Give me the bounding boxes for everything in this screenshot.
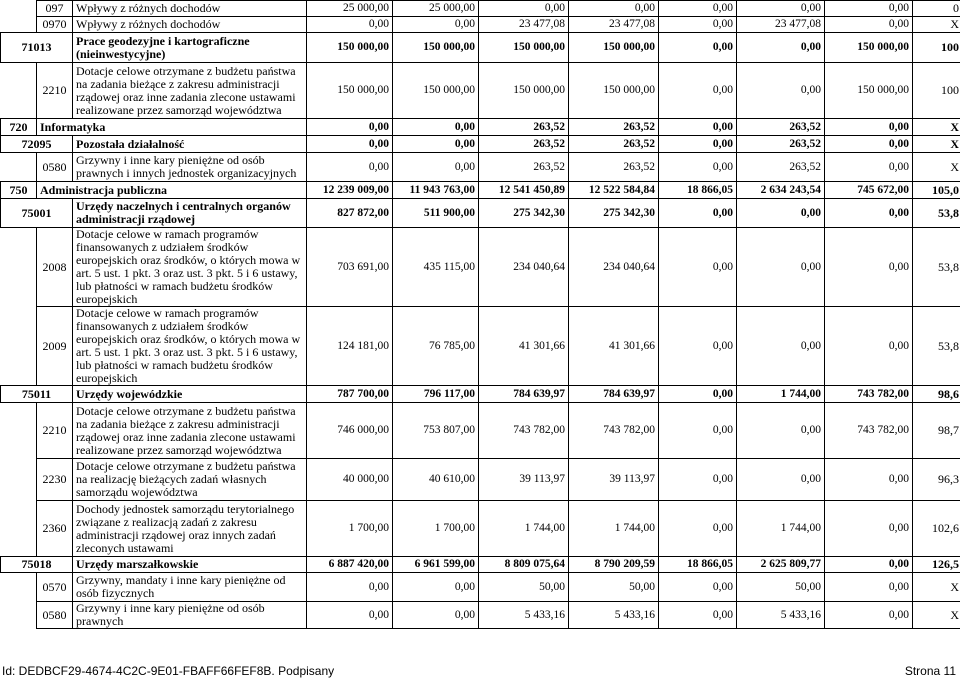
amount-cell: 23 477,08 [569,17,659,33]
table-row [1,386,960,403]
table-row [1,136,960,153]
percent-cell: X [913,602,960,629]
empty-cell [1,1,37,17]
description-cell: Dotacje celowe w ramach programów finansowanych z udziałem środków europejskich oraz środków, o których mowa w art. 5 ust. 1 pkt. 3 oraz ust. 3 pkt. 5 i 6 ustawy, lub płatności w ramach budżetu środków europejskich [73,307,307,386]
amount-cell: 2 634 243,54 [737,182,825,199]
amount-cell: 41 301,66 [479,307,569,386]
amount-cell: 150 000,00 [479,33,569,63]
amount-cell: 0,00 [659,1,737,17]
amount-cell: 0,00 [825,17,913,33]
empty-cell [1,17,37,33]
table-row [1,501,960,557]
amount-cell: 0,00 [393,17,479,33]
amount-cell: 8 790 209,59 [569,557,659,573]
amount-cell: 0,00 [825,602,913,629]
amount-cell: 150 000,00 [393,63,479,119]
amount-cell: 743 782,00 [825,403,913,459]
percent-cell: X [913,17,960,33]
table-row [1,153,960,182]
amount-cell: 0,00 [825,557,913,573]
percent-cell: 100 [913,63,960,119]
amount-cell: 0,00 [393,153,479,182]
chapter-code-cell: 75001 [1,199,73,228]
empty-cell [1,63,37,119]
amount-cell: 263,52 [569,153,659,182]
amount-cell: 124 181,00 [307,307,393,386]
amount-cell: 0,00 [825,501,913,557]
amount-cell: 50,00 [737,573,825,602]
amount-cell: 25 000,00 [307,1,393,17]
description-cell: Prace geodezyjne i kartograficzne (nieinwestycyjne) [73,33,307,63]
amount-cell: 0,00 [659,199,737,228]
amount-cell: 0,00 [479,1,569,17]
description-cell: Urzędy naczelnych i centralnych organów administracji rządowej [73,199,307,228]
amount-cell: 0,00 [659,602,737,629]
amount-cell: 784 639,97 [479,386,569,403]
percent-cell: X [913,119,960,136]
table-row [1,573,960,602]
amount-cell: 263,52 [737,136,825,153]
amount-cell: 0,00 [393,119,479,136]
amount-cell: 150 000,00 [825,33,913,63]
amount-cell: 50,00 [569,573,659,602]
description-cell: Wpływy z różnych dochodów [73,1,307,17]
amount-cell: 0,00 [825,136,913,153]
amount-cell: 18 866,05 [659,182,737,199]
empty-cell [1,403,37,459]
amount-cell: 0,00 [737,403,825,459]
amount-cell: 743 782,00 [825,386,913,403]
amount-cell: 0,00 [659,501,737,557]
amount-cell: 0,00 [737,228,825,307]
amount-cell: 1 744,00 [479,501,569,557]
amount-cell: 0,00 [307,602,393,629]
amount-cell: 6 961 599,00 [393,557,479,573]
percent-cell: X [913,573,960,602]
amount-cell: 753 807,00 [393,403,479,459]
description-cell: Urzędy marszałkowskie [73,557,307,573]
amount-cell: 275 342,30 [569,199,659,228]
amount-cell: 0,00 [659,573,737,602]
amount-cell: 150 000,00 [825,63,913,119]
amount-cell: 0,00 [737,307,825,386]
amount-cell: 40 000,00 [307,459,393,501]
amount-cell: 39 113,97 [479,459,569,501]
amount-cell: 41 301,66 [569,307,659,386]
amount-cell: 0,00 [307,153,393,182]
percent-cell: 0 [913,1,960,17]
amount-cell: 0,00 [393,573,479,602]
amount-cell: 0,00 [307,573,393,602]
amount-cell: 263,52 [479,136,569,153]
percent-cell: 53,8 [913,199,960,228]
description-cell: Dotacje celowe otrzymane z budżetu państwa na zadania bieżące z zakresu administracji rządowej oraz inne zadania zlecone ustawami realizowane przez samorząd województwa [73,63,307,119]
table-row [1,119,960,136]
amount-cell: 0,00 [393,602,479,629]
amount-cell: 50,00 [479,573,569,602]
empty-cell [1,153,37,182]
amount-cell: 0,00 [569,1,659,17]
chapter-code-cell: 71013 [1,33,73,63]
description-cell: Informatyka [37,119,307,136]
table-body [1,1,960,629]
amount-cell: 0,00 [737,199,825,228]
amount-cell: 743 782,00 [479,403,569,459]
amount-cell: 0,00 [307,17,393,33]
amount-cell: 0,00 [825,307,913,386]
paragraph-code-cell: 2360 [37,501,73,557]
amount-cell: 435 115,00 [393,228,479,307]
percent-cell: 53,8 [913,228,960,307]
amount-cell: 0,00 [825,459,913,501]
description-cell: Administracja publiczna [37,182,307,199]
table-row [1,17,960,33]
amount-cell: 0,00 [659,33,737,63]
amount-cell: 827 872,00 [307,199,393,228]
amount-cell: 12 522 584,84 [569,182,659,199]
section-code-cell: 750 [1,182,37,199]
paragraph-code-cell: 0570 [37,573,73,602]
percent-cell: 102,6 [913,501,960,557]
table-row [1,557,960,573]
percent-cell: 53,8 [913,307,960,386]
amount-cell: 0,00 [659,136,737,153]
amount-cell: 0,00 [659,386,737,403]
percent-cell: X [913,136,960,153]
percent-cell: 105,0 [913,182,960,199]
empty-cell [1,307,37,386]
chapter-code-cell: 72095 [1,136,73,153]
table-row [1,199,960,228]
paragraph-code-cell: 0580 [37,153,73,182]
amount-cell: 511 900,00 [393,199,479,228]
amount-cell: 263,52 [569,119,659,136]
amount-cell: 0,00 [659,153,737,182]
amount-cell: 25 000,00 [393,1,479,17]
amount-cell: 2 625 809,77 [737,557,825,573]
percent-cell: 98,7 [913,403,960,459]
percent-cell: 96,3 [913,459,960,501]
amount-cell: 784 639,97 [569,386,659,403]
amount-cell: 743 782,00 [569,403,659,459]
amount-cell: 263,52 [737,119,825,136]
amount-cell: 0,00 [737,33,825,63]
amount-cell: 0,00 [825,1,913,17]
amount-cell: 0,00 [659,119,737,136]
table-row [1,1,960,17]
amount-cell: 39 113,97 [569,459,659,501]
paragraph-code-cell: 2210 [37,63,73,119]
amount-cell: 6 887 420,00 [307,557,393,573]
amount-cell: 275 342,30 [479,199,569,228]
amount-cell: 150 000,00 [393,33,479,63]
empty-cell [1,573,37,602]
amount-cell: 12 541 450,89 [479,182,569,199]
amount-cell: 0,00 [659,63,737,119]
percent-cell: 98,6 [913,386,960,403]
description-cell: Dotacje celowe otrzymane z budżetu państwa na zadania bieżące z zakresu administracji rządowej oraz inne zadania zlecone ustawami realizowane przez samorząd województwa [73,403,307,459]
amount-cell: 0,00 [307,136,393,153]
amount-cell: 5 433,16 [569,602,659,629]
paragraph-code-cell: 2230 [37,459,73,501]
amount-cell: 0,00 [659,459,737,501]
amount-cell: 1 744,00 [737,386,825,403]
amount-cell: 0,00 [825,153,913,182]
empty-cell [1,459,37,501]
amount-cell: 0,00 [825,199,913,228]
amount-cell: 150 000,00 [569,33,659,63]
chapter-code-cell: 75011 [1,386,73,403]
empty-cell [1,228,37,307]
amount-cell: 18 866,05 [659,557,737,573]
amount-cell: 76 785,00 [393,307,479,386]
description-cell: Wpływy z różnych dochodów [73,17,307,33]
amount-cell: 0,00 [393,136,479,153]
table-row [1,182,960,199]
amount-cell: 1 700,00 [393,501,479,557]
amount-cell: 0,00 [659,228,737,307]
amount-cell: 746 000,00 [307,403,393,459]
amount-cell: 150 000,00 [479,63,569,119]
table-row [1,602,960,629]
chapter-code-cell: 75018 [1,557,73,573]
description-cell: Grzywny i inne kary pieniężne od osób prawnych [73,602,307,629]
description-cell: Dochody jednostek samorządu terytorialnego związane z realizacją zadań z zakresu administracji rządowej oraz innych zadań zleconych ustawami [73,501,307,557]
table-row [1,459,960,501]
amount-cell: 23 477,08 [737,17,825,33]
amount-cell: 703 691,00 [307,228,393,307]
description-cell: Dotacje celowe w ramach programów finansowanych z udziałem środków europejskich oraz środków, o których mowa w art. 5 ust. 1 pkt. 3 oraz ust. 3 pkt. 5 i 6 ustawy, lub płatności w ramach budżetu środków europejskich [73,228,307,307]
description-cell: Pozostała działalność [73,136,307,153]
paragraph-code-cell: 097 [37,1,73,17]
page-number-footer: Strona 11 [904,664,956,678]
description-cell: Dotacje celowe otrzymane z budżetu państwa na realizację bieżących zadań własnych samorządu województwa [73,459,307,501]
amount-cell: 263,52 [479,119,569,136]
amount-cell: 0,00 [737,1,825,17]
table-row [1,63,960,119]
amount-cell: 1 744,00 [569,501,659,557]
paragraph-code-cell: 2008 [37,228,73,307]
document-id-footer: Id: DEDBCF29-4674-4C2C-9E01-FBAFF66FEF8B. Podpisany [2,664,335,678]
amount-cell: 5 433,16 [737,602,825,629]
amount-cell: 0,00 [737,459,825,501]
empty-cell [1,501,37,557]
amount-cell: 12 239 009,00 [307,182,393,199]
description-cell: Grzywny i inne kary pieniężne od osób prawnych i innych jednostek organizacyjnych [73,153,307,182]
description-cell: Grzywny, mandaty i inne kary pieniężne od osób fizycznych [73,573,307,602]
section-code-cell: 720 [1,119,37,136]
table-row [1,307,960,386]
amount-cell: 787 700,00 [307,386,393,403]
table-row [1,33,960,63]
amount-cell: 0,00 [307,119,393,136]
amount-cell: 0,00 [825,228,913,307]
amount-cell: 0,00 [825,119,913,136]
amount-cell: 11 943 763,00 [393,182,479,199]
table-row [1,228,960,307]
paragraph-code-cell: 0970 [37,17,73,33]
amount-cell: 796 117,00 [393,386,479,403]
paragraph-code-cell: 0580 [37,602,73,629]
amount-cell: 1 744,00 [737,501,825,557]
paragraph-code-cell: 2210 [37,403,73,459]
amount-cell: 0,00 [659,307,737,386]
amount-cell: 745 672,00 [825,182,913,199]
amount-cell: 150 000,00 [307,63,393,119]
percent-cell: 100 [913,33,960,63]
amount-cell: 263,52 [737,153,825,182]
description-cell: Urzędy wojewódzkie [73,386,307,403]
amount-cell: 0,00 [659,17,737,33]
amount-cell: 263,52 [479,153,569,182]
amount-cell: 0,00 [659,403,737,459]
amount-cell: 23 477,08 [479,17,569,33]
amount-cell: 150 000,00 [569,63,659,119]
amount-cell: 234 040,64 [569,228,659,307]
amount-cell: 0,00 [825,573,913,602]
amount-cell: 40 610,00 [393,459,479,501]
amount-cell: 150 000,00 [307,33,393,63]
paragraph-code-cell: 2009 [37,307,73,386]
amount-cell: 8 809 075,64 [479,557,569,573]
empty-cell [1,602,37,629]
amount-cell: 263,52 [569,136,659,153]
table-row [1,403,960,459]
amount-cell: 1 700,00 [307,501,393,557]
amount-cell: 5 433,16 [479,602,569,629]
amount-cell: 234 040,64 [479,228,569,307]
percent-cell: X [913,153,960,182]
amount-cell: 0,00 [737,63,825,119]
percent-cell: 126,5 [913,557,960,573]
